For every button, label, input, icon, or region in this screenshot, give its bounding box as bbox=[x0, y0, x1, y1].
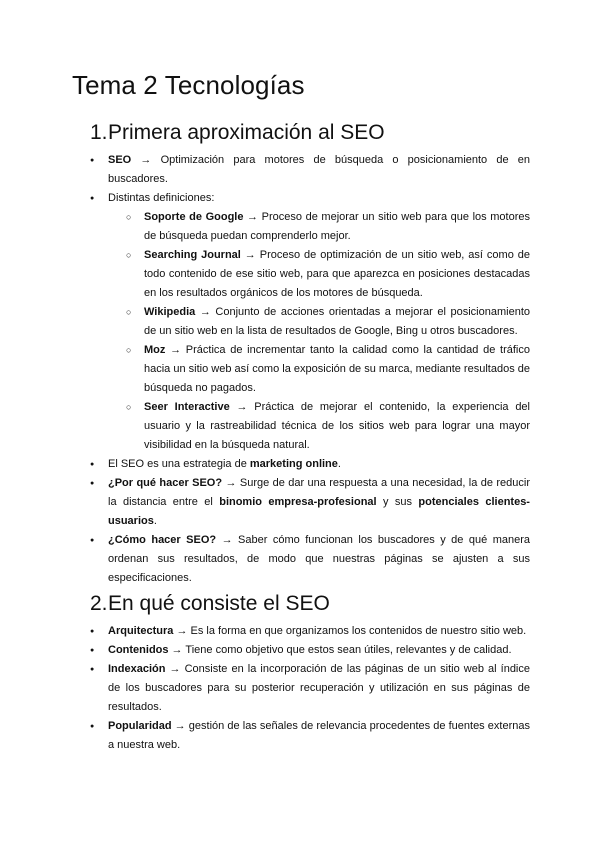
term: Searching Journal bbox=[144, 249, 241, 261]
sub-list-item bbox=[108, 398, 530, 455]
definition-text: → Proceso de mejorar un sitio web para que los motores de búsqueda puedan comprenderlo mejor. bbox=[144, 211, 530, 242]
text: . bbox=[153, 515, 157, 527]
section-heading bbox=[90, 592, 530, 616]
text: y sus bbox=[376, 496, 419, 508]
section-title-text: Primera aproximación al SEO bbox=[108, 121, 385, 144]
sub-list-item bbox=[108, 208, 530, 246]
definitions-label: Distintas definiciones: bbox=[108, 192, 215, 204]
section-title-text: En qué consiste el SEO bbox=[108, 592, 330, 615]
list-item-seo bbox=[72, 151, 530, 189]
term: marketing online bbox=[249, 458, 338, 470]
list-item bbox=[72, 660, 530, 717]
term: Wikipedia bbox=[144, 306, 196, 318]
bullet-list bbox=[72, 622, 530, 755]
section-heading bbox=[90, 121, 530, 145]
definition-text: → Optimización para motores de búsqueda o posicionamiento de en buscadores. bbox=[108, 154, 530, 185]
list-item-how bbox=[72, 531, 530, 588]
term: ¿Cómo hacer SEO? bbox=[108, 534, 217, 546]
definition-text: → gestión de las señales de relevancia procedentes de fuentes externas a nuestra web. bbox=[108, 720, 530, 751]
term: SEO bbox=[108, 154, 132, 166]
definition-text: → Conjunto de acciones orientadas a mejorar el posicionamiento de un sitio web en la lista de resultados de Google, Bing u otros buscadores. bbox=[144, 306, 530, 337]
list-item-definiciones bbox=[72, 189, 530, 455]
term: Indexación bbox=[108, 663, 166, 675]
definition-text: → Es la forma en que organizamos los contenidos de nuestro sitio web. bbox=[173, 625, 527, 637]
text: El SEO es una estrategia de bbox=[108, 458, 250, 470]
sub-bullet-list bbox=[108, 208, 530, 455]
term: ¿Por qué hacer SEO? bbox=[108, 477, 223, 489]
definition-text: → Práctica de mejorar el contenido, la experiencia del usuario y la rastreabilidad técnica de los sitios web para lograr una mayor visibilidad en la búsqueda natural. bbox=[144, 401, 530, 451]
term: Seer Interactive bbox=[144, 401, 230, 413]
term: binomio empresa-profesional bbox=[219, 496, 377, 508]
section-en-que-consiste bbox=[72, 592, 530, 755]
definition-text: → Proceso de optimización de un sitio web, así como de todo contenido de ese sitio web, para que aparezca en posiciones destacadas en los resultados orgánicos de los motores de búsqueda. bbox=[144, 249, 530, 299]
term: Moz bbox=[144, 344, 166, 356]
sub-list-item bbox=[108, 341, 530, 398]
list-item bbox=[72, 641, 530, 660]
list-item bbox=[72, 622, 530, 641]
sub-list-item bbox=[108, 303, 530, 341]
text: . bbox=[337, 458, 341, 470]
text: → Surge de dar una respuesta a una necesidad, la de reducir la distancia entre el bbox=[108, 477, 530, 508]
term: Contenidos bbox=[108, 644, 169, 656]
term: Soporte de Google bbox=[144, 211, 244, 223]
section-number: 2. bbox=[90, 592, 108, 615]
section-primera-aproximacion bbox=[72, 121, 530, 588]
definition-text: → Práctica de incrementar tanto la calidad como la cantidad de tráfico hacia un sitio web así como la exposición de su marca, mediante resultados de búsqueda no pagados. bbox=[144, 344, 530, 394]
definition-text: → Tiene como objetivo que estos sean útiles, relevantes y de calidad. bbox=[168, 644, 512, 656]
list-item bbox=[72, 717, 530, 755]
sub-list-item bbox=[108, 246, 530, 303]
term: Popularidad bbox=[108, 720, 172, 732]
definition-text: → Consiste en la incorporación de las páginas de un sitio web al índice de los buscadores para su posterior recuperación y utilización en sus páginas de resultados. bbox=[108, 663, 530, 713]
term: Arquitectura bbox=[108, 625, 174, 637]
document-title: Tema 2 Tecnologías bbox=[72, 70, 305, 100]
list-item-why bbox=[72, 474, 530, 531]
text: → Saber cómo funcionan los buscadores y de qué manera ordenan sus resultados, de modo que nuestras páginas se ajusten a sus especificaciones. bbox=[108, 534, 530, 584]
term: potenciales clientes-usuarios bbox=[108, 496, 530, 527]
section-number: 1. bbox=[90, 121, 108, 144]
bullet-list bbox=[72, 151, 530, 588]
list-item-strategy bbox=[72, 455, 530, 474]
